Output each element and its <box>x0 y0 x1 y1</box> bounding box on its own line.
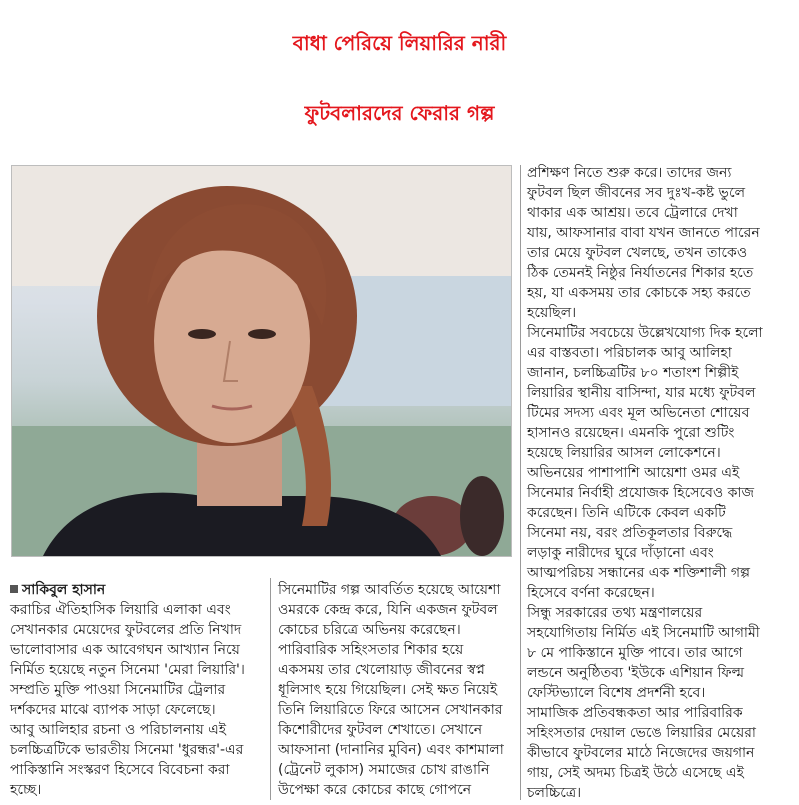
article-column-left <box>10 580 265 800</box>
article-column-right <box>527 163 792 803</box>
text-line: টিমের সদস্য এবং মূল অভিনেতা শোয়েব <box>527 405 750 421</box>
text-line: হয়েছে লিয়ারির আসল লোকেশনে। <box>527 445 721 461</box>
text-line: সিন্ধু সরকারের তথ্য মন্ত্রণালয়ের <box>527 605 703 621</box>
text-line: কোচের চরিত্রে অভিনয় করেছেন। <box>278 622 461 638</box>
text-line: নির্মিত হয়েছে নতুন সিনেমা 'মেরা লিয়ারি'। <box>10 662 245 678</box>
text-line: গায়, সেই অদম্য চিত্রই উঠে এসেছে এই <box>527 765 744 781</box>
text-line: থাকার এক আশ্রয়। তবে ট্রেলারে দেখা <box>527 205 738 221</box>
text-line: ৮ মে পাকিস্তানে মুক্তি পাবে। তার আগে <box>527 645 743 661</box>
text-line: সিনেমাটির গল্প আবর্তিত হয়েছে আয়েশা <box>278 582 501 598</box>
text-line: কিশোরীদের ফুটবল শেখাতে। সেখানে <box>278 722 483 738</box>
photo-woman-braided-hair <box>12 166 512 557</box>
text-line: অভিনয়ের পাশাপাশি আয়েশা ওমর এই <box>527 465 740 481</box>
text-line: সম্প্রতি মুক্তি পাওয়া সিনেমাটির ট্রেলার <box>10 682 226 698</box>
text-line: পারিবারিক সহিংসতার শিকার হয়ে <box>278 642 464 658</box>
text-line: (ট্রেনেট লুকাস) সমাজের চোখ রাঙানি <box>278 762 490 778</box>
text-line: উপেক্ষা করে কোচের কাছে গোপনে <box>278 782 472 798</box>
text-line: সহিংসতার দেয়াল ভেঙে লিয়ারির মেয়েরা <box>527 725 756 741</box>
text-line: তিনি লিয়ারিতে ফিরে আসেন সেখানকার <box>278 702 503 718</box>
text-line: আত্মপরিচয় সন্ধানের এক শক্তিশালী গল্প <box>527 565 750 581</box>
headline-line-1: বাধা পেরিয়ে লিয়ারির নারী <box>292 31 507 55</box>
text-line: আফসানা (দানানির মুবিন) এবং কাশমালা <box>278 742 504 758</box>
text-line: একসময় তার খেলোয়াড় জীবনের স্বপ্ন <box>278 662 485 678</box>
text-line: সিনেমাটির সবচেয়ে উল্লেখযোগ্য দিক হলো <box>527 325 763 341</box>
text-line: ওমরকে কেন্দ্র করে, যিনি একজন ফুটবল <box>278 602 498 618</box>
text-line: করাচির ঐতিহাসিক লিয়ারি এলাকা এবং <box>10 602 231 618</box>
text-line: ঠিক তেমনই নিষ্ঠুর নির্যাতনের শিকার হতে <box>527 265 754 281</box>
text-line: সেখানকার মেয়েদের ফুটবলের প্রতি নিখাদ <box>10 622 242 638</box>
text-line: ফেস্টিভ্যালে বিশেষ প্রদর্শনী হবে। <box>527 685 706 701</box>
text-line: যায়, আফসানার বাবা যখন জানতে পারেন <box>527 225 760 241</box>
text-line: সিনেমা নয়, বরং প্রতিকূলতার বিরুদ্ধে <box>527 525 733 541</box>
text-line: আবু আলিহার রচনা ও পরিচালনায় এই <box>10 722 227 738</box>
text-line: করেছেন। তিনি এটিকে কেবল একটি <box>527 505 726 521</box>
text-line: সিনেমার নির্বাহী প্রযোজক হিসেবেও কাজ <box>527 485 754 501</box>
byline <box>10 580 265 600</box>
headline <box>0 8 799 148</box>
text-line: ফুটবল ছিল জীবনের সব দুঃখ-কষ্ট ভুলে <box>527 185 746 201</box>
column-divider-main <box>520 165 521 800</box>
text-line: লিয়ারির স্থানীয় বাসিন্দা, যার মধ্যে ফুটবল <box>527 385 756 401</box>
text-line: পাকিস্তানি সংস্করণ হিসেবে বিবেচনা করা <box>10 762 230 778</box>
text-line: চলচ্চিত্রে। <box>527 785 582 801</box>
text-line: চলচ্চিত্রটিকে ভারতীয় সিনেমা 'ধুরন্ধর'-এর <box>10 742 244 758</box>
text-line: হচ্ছে। <box>10 782 42 798</box>
text-line: লন্ডনে অনুষ্ঠিতব্য 'ইউকে এশিয়ান ফিল্ম <box>527 665 745 681</box>
text-line: হাসানও রয়েছেন। এমনকি পুরো শুটিং <box>527 425 735 441</box>
text-line: কীভাবে ফুটবলের মাঠে নিজেদের জয়গান <box>527 745 755 761</box>
text-line: দর্শকদের মাঝে ব্যাপক সাড়া ফেলেছে। <box>10 702 216 718</box>
headline-line-2: ফুটবলারদের ফেরার গল্প <box>304 101 495 125</box>
text-line: হিসেবে বর্ণনা করেছেন। <box>527 585 655 601</box>
text-line: প্রশিক্ষণ নিতে শুরু করে। তাদের জন্য <box>527 165 732 181</box>
text-line: সহযোগিতায় নির্মিত এই সিনেমাটি আগামী <box>527 625 760 641</box>
article-column-middle <box>278 580 516 800</box>
article-photo <box>11 165 512 557</box>
column-divider-middle <box>270 578 271 800</box>
byline-text: সাকিবুল হাসান <box>22 582 106 598</box>
text-line: লড়াকু নারীদের ঘুরে দাঁড়ানো এবং <box>527 545 714 561</box>
text-line: হয়েছিল। <box>527 305 577 321</box>
bullet-icon <box>10 585 18 593</box>
text-line: এর বাস্তবতা। পরিচালক আবু আলিহা <box>527 345 732 361</box>
text-line: সামাজিক প্রতিবন্ধকতা আর পারিবারিক <box>527 705 743 721</box>
text-line: ধূলিসাৎ হয়ে গিয়েছিল। সেই ক্ষত নিয়েই <box>278 682 498 698</box>
text-line: জানান, চলচ্চিত্রটির ৮০ শতাংশ শিল্পীই <box>527 365 739 381</box>
text-line: ভালোবাসার এক আবেগঘন আখ্যান নিয়ে <box>10 642 240 658</box>
text-line: হয়, যা একসময় তার কোচকে সহ্য করতে <box>527 285 751 301</box>
text-line: তার মেয়ে ফুটবল খেলছে, তখন তাকেও <box>527 245 748 261</box>
